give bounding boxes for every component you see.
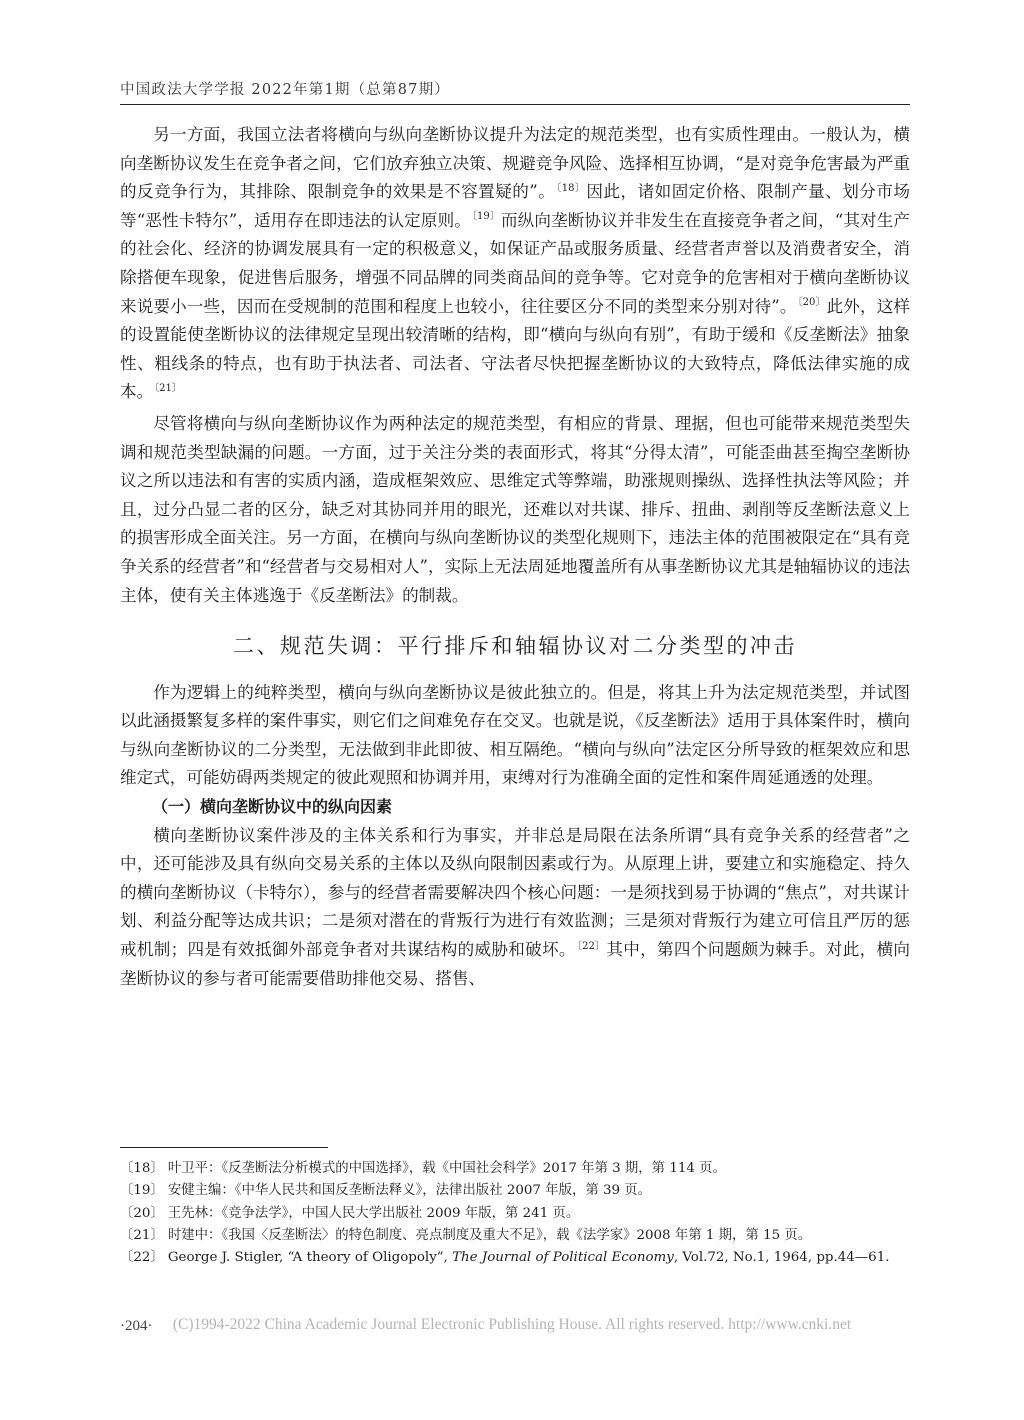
running-header: 中国政法大学学报 2022年第1期（总第87期） bbox=[120, 82, 450, 98]
paragraph-text: 而纵向垄断协议并非发生在直接竞争者之间，“其对生产的社会化、经济的协调发展具有一定的积极意义，如保证产品或服务质量、经营者声誉以及消费者安全，消除搭便车现象，促进售后服务，增强不同品牌的同类商品间的竞争等。它对竞争的危害相对于横向垄断协议来说要小一些，因而在受规制的范围和程度上也较小，往往要区分不同的类型来分别对待”。 bbox=[120, 210, 910, 316]
paragraph-text: 横向垄断协议案件涉及的主体关系和行为事实，并非总是局限在法条所谓“具有竞争关系的经营者”之中，还可能涉及具有纵向交易关系的主体以及纵向限制因素或行为。从原理上讲，要建立和实施稳定、持久的横向垄断协议（卡特尔），参与的经营者需要解决四个核心问题：一是须找到易于协调的“焦点”，对共谋计划、利益分配等达成共识；二是须对潜在的背叛行为进行有效监测；三是须对背叛行为建立可信且严厉的惩戒机制；四是有效抵御外部竞争者对共谋结构的威胁和破坏。 bbox=[120, 825, 910, 960]
footnote-number: 〔18〕 bbox=[120, 1161, 164, 1176]
footnote-text: 时建中：《我国〈反垄断法〉的特色制度、亮点制度及重大不足》，载《法学家》2008 年第 1 期，第 15 页。 bbox=[167, 1227, 812, 1243]
footnote-ref[interactable]: 〔20〕 bbox=[797, 297, 826, 309]
paragraph-text: 尽管将横向与纵向垄断协议作为两种法定的规范类型，有相应的背景、理据，但也可能带来规范类型失调和规范类型缺漏的问题。一方面，过于关注分类的表面形式，将其“分得太清”，可能歪曲甚至掏空垄断协议之所以违法和有害的实质内涵，造成框架效应、思维定式等弊端，助涨规则操纵、选择性执法等风险；并且，过分凸显二者的区分，缺乏对其协同并用的眼光，还难以对共谋、排斥、扭曲、剥削等反垄断法意义上的损害形成全面关注。另一方面，在横向与纵向垄断协议的类型化规则下，违法主体的范围被限定在“具有竞争关系的经营者”和“经营者与交易相对人”，实际上无法周延地覆盖所有从事垄断协议尤其是轴辐协议的违法主体，使有关主体逃逸于《反垄断法》的制裁。 bbox=[120, 413, 910, 605]
footnote-number: 〔19〕 bbox=[120, 1183, 164, 1199]
footnote-number: 〔20〕 bbox=[120, 1205, 164, 1221]
footnotes bbox=[120, 1158, 910, 1269]
paragraph-text: 此外，这样的设置能使垄断协议的法律规定呈现出较清晰的结构，即“横向与纵向有别”，有助于缓和《反垄断法》抽象性、粗线条的特点，也有助于执法者、司法者、守法者尽快把握垄断协议的大致特点，降低法律实施的成本。 bbox=[120, 296, 910, 402]
footnote-number: 〔21〕 bbox=[120, 1227, 164, 1243]
footnote-ref[interactable]: 〔22〕 bbox=[576, 940, 606, 952]
footnote bbox=[120, 1247, 910, 1269]
sub-heading: （一）横向垄断协议中的纵向因素 bbox=[152, 797, 393, 817]
cnki-watermark: (C)1994-2022 China Academic Journal Electronic Publishing House. All rights reserved. http://www.cnki.net bbox=[172, 1316, 852, 1333]
footnote-number: 〔22〕 bbox=[120, 1250, 164, 1266]
body-paragraph bbox=[120, 410, 910, 610]
paragraph-text: 作为逻辑上的纯粹类型，横向与纵向垄断协议是彼此独立的。但是，将其上升为法定规范类型，并试图以此涵摄繁复多样的案件事实，则它们之间难免存在交叉。也就是说，《反垄断法》适用于具体案件时，横向与纵向垄断协议的二分类型，无法做到非此即彼、相互隔绝。“横向与纵向”法定区分所导致的框架效应和思维定式，可能妨碍两类规定的彼此观照和协调并用，束缚对行为准确全面的定性和案件周延通透的处理。 bbox=[120, 682, 910, 788]
footnote-text: 安健主编：《中华人民共和国反垄断法释义》，法律出版社 2007 年版，第 39 页。 bbox=[167, 1183, 652, 1199]
footnote-text: 叶卫平：《反垄断法分析模式的中国选择》，载《中国社会科学》2017 年第 3 期，第 114 页。 bbox=[167, 1161, 726, 1176]
paragraph-text: 因此，诸如固定价格、限制产量、划分市场等“恶性卡特尔”，适用存在即违法的认定原则。 bbox=[120, 182, 910, 230]
footnote bbox=[120, 1180, 910, 1202]
footnote-ref[interactable]: 〔21〕 bbox=[154, 382, 182, 394]
section-heading: 二、规范失调：平行排斥和轴辐协议对二分类型的冲击 bbox=[233, 634, 797, 659]
body-paragraph bbox=[120, 121, 910, 407]
page-number: ·204· bbox=[120, 1318, 153, 1334]
header-rule bbox=[120, 104, 910, 105]
footnote-text: 王先林：《竞争法学》，中国人民大学出版社 2009 年版，第 241 页。 bbox=[167, 1205, 580, 1221]
footnote bbox=[120, 1225, 910, 1247]
body-paragraph bbox=[120, 679, 910, 793]
paragraph-text: 其中，第四个问题颇为棘手。对此，横向垄断协议的参与者可能需要借助排他交易、搭售、 bbox=[120, 940, 910, 988]
footnote-rule bbox=[120, 1147, 328, 1148]
footnote bbox=[120, 1203, 910, 1225]
paragraph-group-1 bbox=[120, 121, 910, 610]
footnote-ref[interactable]: 〔19〕 bbox=[471, 211, 500, 223]
body-paragraph bbox=[120, 822, 910, 994]
footnote-text: George J. Stigler, “A theory of Oligopoly”, bbox=[167, 1250, 453, 1266]
article-body bbox=[120, 121, 910, 993]
footnote-journal-title: The Journal of Political Economy bbox=[452, 1250, 674, 1266]
footnote bbox=[120, 1158, 910, 1180]
paragraph-text: 另一方面，我国立法者将横向与纵向垄断协议提升为法定的规范类型，也有实质性理由。一般认为，横向垄断协议发生在竞争者之间，它们放弃独立决策、规避竞争风险、选择相互协调，“是对竞争危害最为严重的反竞争行为，其排除、限制竞争的效果是不容置疑的”。 bbox=[120, 125, 910, 202]
paragraph-group-3 bbox=[120, 822, 910, 994]
footnote-text: , Vol.72, No.1, 1964, pp.44—61. bbox=[673, 1250, 890, 1266]
paragraph-group-2 bbox=[120, 679, 910, 793]
footnote-ref[interactable]: 〔18〕 bbox=[556, 182, 586, 194]
